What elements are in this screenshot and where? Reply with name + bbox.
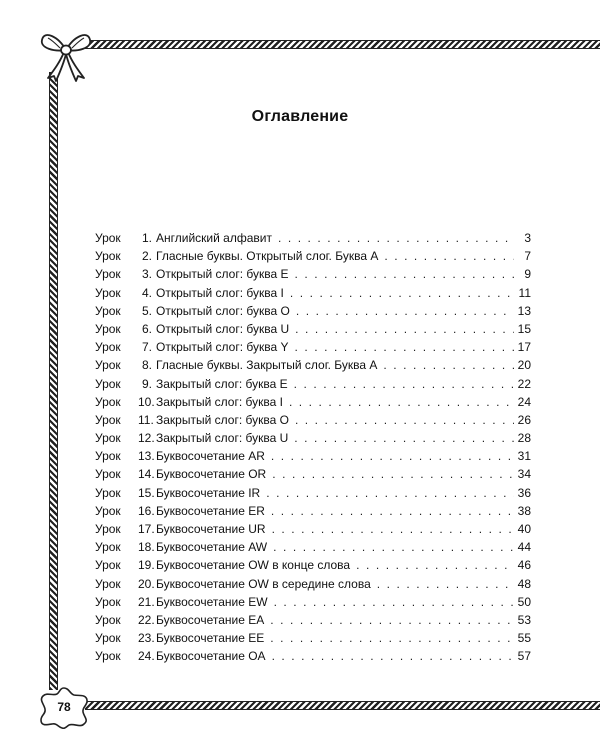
toc-lesson-prefix: Урок <box>95 285 121 300</box>
toc-lesson-prefix: Урок <box>95 594 121 609</box>
toc-page-number: 46 <box>517 558 531 573</box>
toc-dot-leader <box>278 231 514 245</box>
toc-lesson-prefix: Урок <box>95 358 121 373</box>
toc-row <box>95 595 531 613</box>
toc-lesson-number: 20. <box>138 576 155 591</box>
toc-lesson-number: 11. <box>138 412 154 427</box>
toc-lesson-title: Буквосочетание AR <box>156 449 265 464</box>
toc-page-number: 7 <box>524 249 531 264</box>
toc-lesson-number: 3. <box>141 267 152 282</box>
toc-dot-leader <box>383 358 514 372</box>
toc-lesson-prefix: Урок <box>95 394 121 409</box>
toc-lesson-number: 6. <box>141 321 152 336</box>
toc-lesson-number: 15. <box>138 485 155 500</box>
toc-page-number: 15 <box>517 321 531 336</box>
toc-page-number: 9 <box>524 267 531 282</box>
toc-lesson-prefix: Урок <box>95 467 121 482</box>
toc-lesson-title: Закрытый слог: буква U <box>156 431 289 446</box>
toc-lesson-title: Английский алфавит <box>156 231 272 245</box>
toc-lesson-prefix: Урок <box>95 231 121 245</box>
toc-lesson-title: Гласные буквы. Закрытый слог. Буква А <box>156 358 378 373</box>
toc-dot-leader <box>272 522 514 536</box>
toc-lesson-number: 9. <box>141 376 152 391</box>
rope-border-bottom <box>85 701 600 710</box>
toc-page-number: 38 <box>517 503 531 518</box>
toc-row <box>95 286 531 304</box>
toc-lesson-title: Открытый слог: буква Е <box>156 267 289 282</box>
toc-page-number: 3 <box>524 231 531 245</box>
toc-lesson-number: 10. <box>138 394 155 409</box>
toc-dot-leader <box>356 558 514 572</box>
toc-lesson-title: Закрытый слог: буква О <box>156 412 289 427</box>
toc-dot-leader <box>295 322 514 336</box>
toc-lesson-title: Открытый слог: буква I <box>156 285 284 300</box>
toc-lesson-prefix: Урок <box>95 485 121 500</box>
toc-lesson-number: 24. <box>138 649 155 664</box>
toc-lesson-prefix: Урок <box>95 376 121 391</box>
toc-dot-leader <box>295 340 514 354</box>
toc-lesson-prefix: Урок <box>95 249 121 264</box>
toc-lesson-prefix: Урок <box>95 631 121 646</box>
toc-row <box>95 649 531 667</box>
toc-page-number: 20 <box>517 358 531 373</box>
toc-page-number: 55 <box>517 631 531 646</box>
toc-row <box>95 304 531 322</box>
toc-lesson-number: 23. <box>138 631 155 646</box>
toc-row <box>95 322 531 340</box>
toc-page-number: 44 <box>517 540 531 555</box>
toc-dot-leader <box>271 504 514 518</box>
toc-lesson-number: 13. <box>138 449 155 464</box>
toc-row <box>95 395 531 413</box>
toc-page-number: 28 <box>517 431 531 446</box>
toc-page-number: 17 <box>517 340 531 355</box>
toc-row <box>95 504 531 522</box>
toc-lesson-number: 12. <box>138 431 155 446</box>
toc-dot-leader <box>273 540 514 554</box>
toc-lesson-title: Буквосочетание IR <box>156 485 261 500</box>
toc-lesson-title: Буквосочетание ER <box>156 503 265 518</box>
toc-row <box>95 558 531 576</box>
toc-page-number: 36 <box>517 485 531 500</box>
toc-lesson-prefix: Урок <box>95 522 121 536</box>
toc-lesson-title: Буквосочетание OW в середине слова <box>156 576 371 591</box>
toc-lesson-title: Буквосочетание EA <box>156 612 265 627</box>
toc-lesson-prefix: Урок <box>95 449 121 464</box>
toc-lesson-number: 2. <box>141 249 152 264</box>
toc-lesson-prefix: Урок <box>95 303 121 318</box>
table-of-contents <box>95 231 531 668</box>
toc-lesson-number: 18. <box>138 540 155 555</box>
toc-dot-leader <box>384 249 514 263</box>
toc-row <box>95 431 531 449</box>
toc-lesson-number: 4. <box>141 285 152 300</box>
toc-lesson-number: 5. <box>141 303 152 318</box>
toc-row <box>95 358 531 376</box>
toc-dot-leader <box>272 649 514 663</box>
toc-lesson-number: 21. <box>138 594 155 609</box>
toc-lesson-prefix: Урок <box>95 340 121 355</box>
toc-lesson-number: 22. <box>138 612 155 627</box>
toc-dot-leader <box>289 395 514 409</box>
toc-dot-leader <box>266 486 514 500</box>
toc-lesson-number: 7. <box>141 340 152 355</box>
page-number: 78 <box>57 700 71 714</box>
toc-row <box>95 231 531 249</box>
toc-lesson-title: Буквосочетание EW <box>156 594 268 609</box>
toc-lesson-prefix: Урок <box>95 431 121 446</box>
toc-dot-leader <box>271 449 514 463</box>
toc-lesson-number: 1. <box>141 231 152 245</box>
toc-dot-leader <box>294 377 514 391</box>
toc-lesson-title: Буквосочетание OW в конце слова <box>156 558 351 573</box>
toc-dot-leader <box>290 286 514 300</box>
toc-lesson-title: Буквосочетание EE <box>156 631 265 646</box>
toc-lesson-number: 16. <box>138 503 155 518</box>
toc-dot-leader <box>270 631 514 645</box>
toc-lesson-title: Гласные буквы. Открытый слог. Буква А <box>156 249 379 264</box>
toc-lesson-prefix: Урок <box>95 649 121 664</box>
toc-row <box>95 522 531 540</box>
toc-page-number: 53 <box>517 612 531 627</box>
toc-lesson-title: Буквосочетание UR <box>156 522 266 536</box>
toc-lesson-prefix: Урок <box>95 558 121 573</box>
toc-page-number: 24 <box>517 394 531 409</box>
toc-dot-leader <box>274 595 514 609</box>
bow-icon <box>36 26 96 82</box>
page-title: Оглавление <box>251 108 349 125</box>
toc-page-number: 22 <box>517 376 531 391</box>
toc-row <box>95 486 531 504</box>
toc-dot-leader <box>377 577 514 591</box>
toc-row <box>95 631 531 649</box>
toc-lesson-title: Буквосочетание OR <box>156 467 267 482</box>
toc-page-number: 48 <box>517 576 531 591</box>
toc-page-number: 40 <box>517 522 531 536</box>
toc-lesson-prefix: Урок <box>95 267 121 282</box>
toc-lesson-number: 17. <box>138 522 155 536</box>
toc-lesson-prefix: Урок <box>95 503 121 518</box>
toc-row <box>95 449 531 467</box>
toc-lesson-number: 19. <box>138 558 155 573</box>
toc-lesson-title: Открытый слог: буква Y <box>156 340 289 355</box>
toc-row <box>95 613 531 631</box>
toc-lesson-title: Закрытый слог: буква I <box>156 394 283 409</box>
toc-row <box>95 377 531 395</box>
toc-row <box>95 267 531 285</box>
toc-lesson-number: 8. <box>141 358 152 373</box>
toc-lesson-title: Открытый слог: буква U <box>156 321 290 336</box>
toc-row <box>95 249 531 267</box>
toc-page-number: 26 <box>517 412 531 427</box>
toc-lesson-prefix: Урок <box>95 412 121 427</box>
toc-page-number: 34 <box>517 467 531 482</box>
rope-border-left <box>49 72 58 690</box>
toc-page-number: 50 <box>517 594 531 609</box>
toc-lesson-prefix: Урок <box>95 540 121 555</box>
toc-lesson-prefix: Урок <box>95 576 121 591</box>
toc-lesson-title: Открытый слог: буква О <box>156 303 290 318</box>
rope-border-top <box>85 40 600 49</box>
toc-lesson-title: Буквосочетание AW <box>156 540 268 555</box>
toc-dot-leader <box>295 413 514 427</box>
toc-row <box>95 540 531 558</box>
toc-dot-leader <box>295 267 514 281</box>
toc-page-number: 57 <box>517 649 531 664</box>
toc-page-number: 31 <box>517 449 531 464</box>
toc-row <box>95 413 531 431</box>
toc-row <box>95 467 531 485</box>
toc-lesson-number: 14. <box>138 467 155 482</box>
toc-dot-leader <box>294 431 514 445</box>
toc-row <box>95 577 531 595</box>
toc-lesson-title: Закрытый слог: буква Е <box>156 376 288 391</box>
toc-dot-leader <box>272 467 514 481</box>
toc-row <box>95 340 531 358</box>
toc-page-number: 13 <box>517 303 531 318</box>
toc-lesson-prefix: Урок <box>95 612 121 627</box>
toc-dot-leader <box>296 304 514 318</box>
toc-page-number: 11 <box>518 285 531 300</box>
toc-dot-leader <box>270 613 514 627</box>
toc-lesson-title: Буквосочетание OA <box>156 649 266 664</box>
toc-lesson-prefix: Урок <box>95 321 121 336</box>
